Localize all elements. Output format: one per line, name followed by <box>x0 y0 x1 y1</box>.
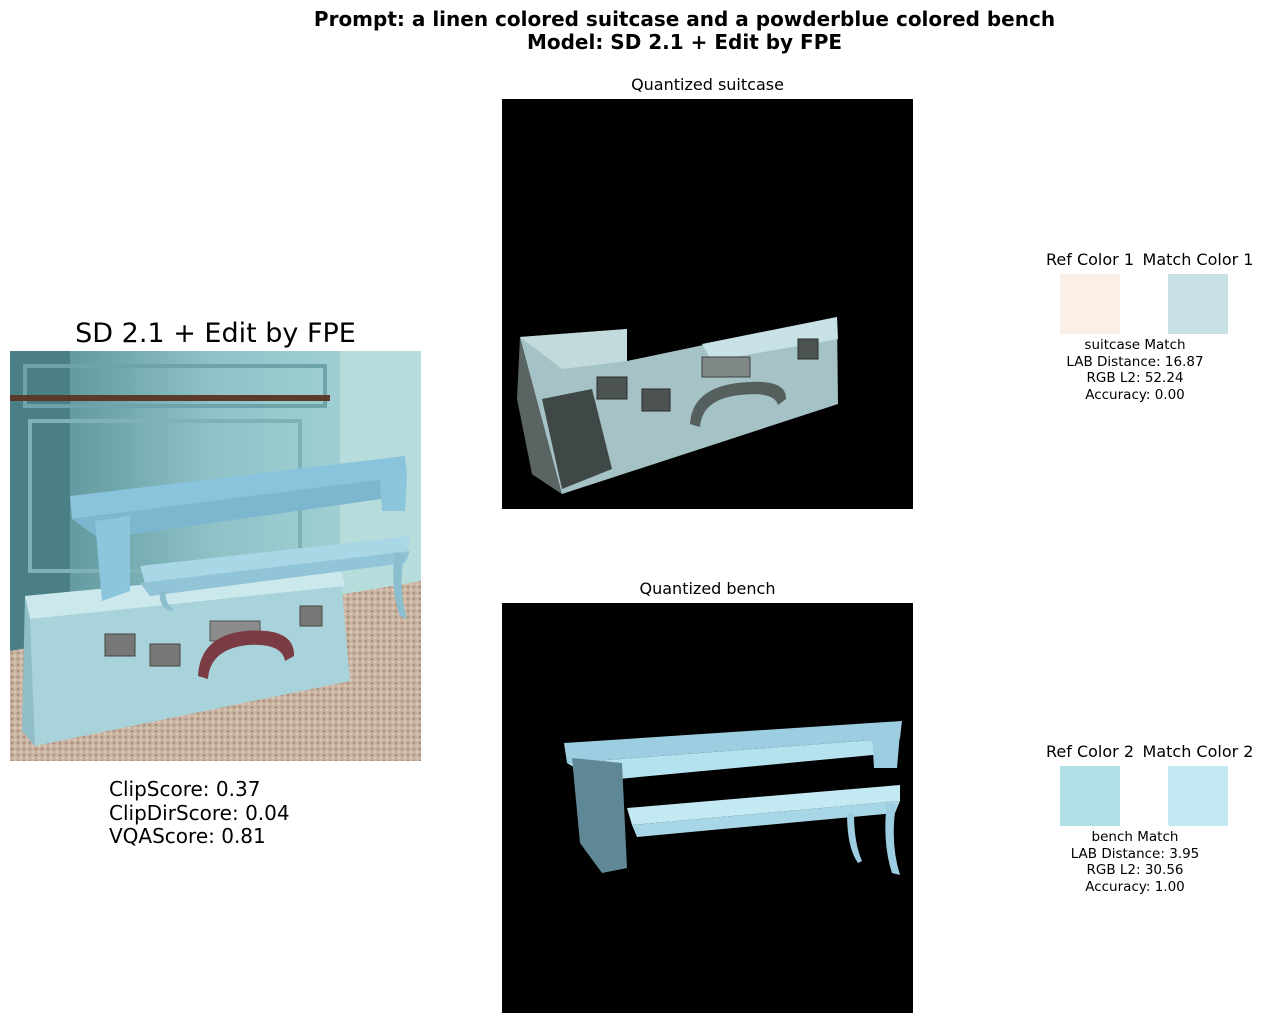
figure-title-model: Model: SD 2.1 + Edit by FPE <box>526 30 843 54</box>
quantized-suitcase-title: Quantized suitcase <box>631 75 784 94</box>
figure-title-prompt: Prompt: a linen colored suitcase and a powderblue colored bench <box>313 7 1056 31</box>
ref-color-2-label: Ref Color 2 <box>1046 742 1134 761</box>
vqa-score: VQAScore: 0.81 <box>109 824 266 848</box>
ref-color-1-swatch <box>1060 274 1120 334</box>
score-list <box>109 778 290 849</box>
match-color-2-swatch <box>1168 766 1228 826</box>
rgb-l2: RGB L2: 30.56 <box>1086 862 1184 878</box>
match-name: suitcase Match <box>1084 337 1186 353</box>
quantized-suitcase-image <box>502 99 913 509</box>
bench-match-metrics <box>1045 829 1225 895</box>
generated-image <box>10 351 421 761</box>
match-color-1-label: Match Color 1 <box>1142 250 1254 269</box>
accuracy: Accuracy: 1.00 <box>1085 878 1185 895</box>
lab-distance: LAB Distance: 16.87 <box>1066 353 1204 370</box>
match-name: bench Match <box>1091 829 1179 845</box>
match-color-1-swatch <box>1168 274 1228 334</box>
clip-dir-score: ClipDirScore: 0.04 <box>109 800 290 825</box>
quantized-bench-title: Quantized bench <box>639 579 776 598</box>
rgb-l2: RGB L2: 52.24 <box>1086 370 1184 386</box>
lab-distance: LAB Distance: 3.95 <box>1070 845 1200 862</box>
ref-color-2-swatch <box>1060 766 1120 826</box>
suitcase-match-metrics <box>1045 337 1225 403</box>
clip-score: ClipScore: 0.37 <box>109 777 261 801</box>
accuracy: Accuracy: 0.00 <box>1085 386 1185 403</box>
quantized-bench-image <box>502 603 913 1013</box>
main-image-title: SD 2.1 + Edit by FPE <box>75 318 356 349</box>
ref-color-1-label: Ref Color 1 <box>1046 250 1134 269</box>
figure-title <box>0 8 1265 54</box>
match-color-2-label: Match Color 2 <box>1142 742 1254 761</box>
